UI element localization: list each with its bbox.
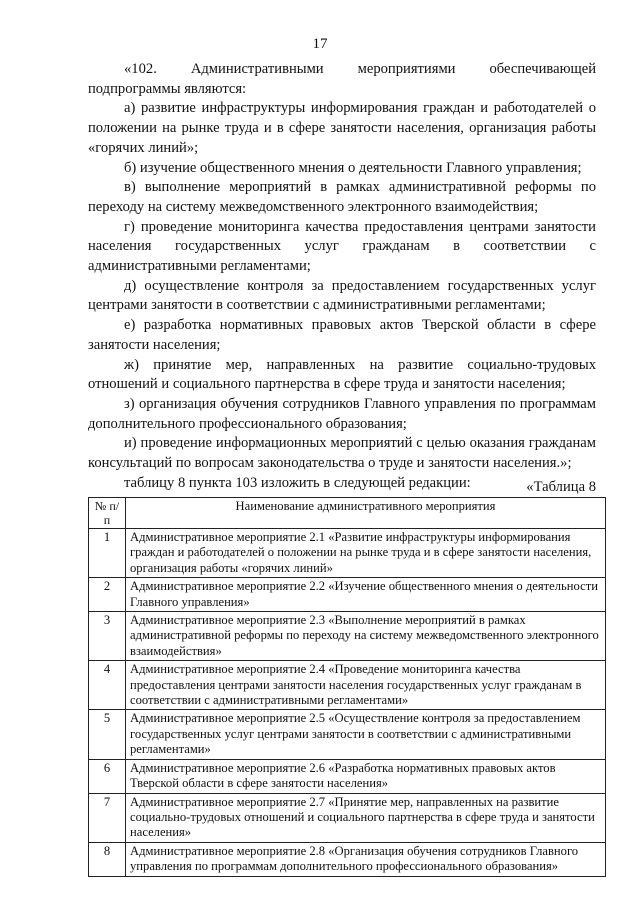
row-number: 1 <box>89 529 126 578</box>
row-number: 3 <box>89 612 126 661</box>
table-row <box>89 793 606 842</box>
row-number: 4 <box>89 661 126 710</box>
row-number: 2 <box>89 578 126 612</box>
row-number: 5 <box>89 710 126 759</box>
paragraph-item-i: и) проведение информационных мероприятий с целью оказания гражданам консультаций по вопросам законодательства о труде и занятости населения.»; <box>88 435 596 472</box>
paragraph-intro: «102. Административными мероприятиями обеспечивающей подпрограммы являются: <box>88 61 596 97</box>
paragraph-item-zh: ж) принятие мер, направленных на развитие социально-трудовых отношений и социального партнерства в сфере труда и занятости населения; <box>88 356 596 393</box>
table-row <box>89 529 606 578</box>
row-name: Административное мероприятие 2.6 «Разработка нормативных правовых актов Тверской области в сфере занятости населения» <box>126 759 606 793</box>
row-name: Административное мероприятие 2.3 «Выполнение мероприятий в рамках административной реформы по переходу на систему межведомственного электронного взаимодействия» <box>126 612 606 661</box>
page-number: 17 <box>312 36 328 52</box>
row-name: Административное мероприятие 2.5 «Осуществление контроля за предоставлением государственных услуг центрами занятости в соответствии с административными регламентами» <box>126 710 606 759</box>
row-number: 6 <box>89 759 126 793</box>
table-row <box>89 842 606 876</box>
paragraph-item-b: б) изучение общественного мнения о деятельности Главного управления; <box>124 159 582 176</box>
row-name: Административное мероприятие 2.4 «Проведение мониторинга качества предоставления центрами занятости населения государственных услуг гражданам в соответствии с административными регламентами» <box>126 661 606 710</box>
paragraph-item-a: а) развитие инфраструктуры информирования граждан и работодателей о положении на рынке труда и в сфере занятости населения, организация работы «горячих линий»; <box>88 100 596 156</box>
row-number: 7 <box>89 793 126 842</box>
table-row <box>89 710 606 759</box>
table-row <box>89 612 606 661</box>
table-row <box>89 661 606 710</box>
table-row <box>89 759 606 793</box>
row-name: Административное мероприятие 2.2 «Изучение общественного мнения о деятельности Главного управления» <box>126 578 606 612</box>
table-header-row <box>89 498 606 529</box>
column-header-name: Наименование административного мероприятия <box>126 498 606 529</box>
paragraph-table-instruction: таблицу 8 пункта 103 изложить в следующей редакции: <box>124 474 471 491</box>
measures-table <box>88 497 606 877</box>
column-header-number: № п/п <box>89 498 126 529</box>
paragraph-item-e: е) разработка нормативных правовых актов Тверской области в сфере занятости населения; <box>88 317 596 353</box>
paragraph-item-d: д) осуществление контроля за предоставлением государственных услуг центрами занятости в соответствии с административными регламентами; <box>88 277 596 314</box>
row-name: Административное мероприятие 2.1 «Развитие инфраструктуры информирования граждан и работодателей о положении на рынке труда и в сфере занятости населения, организация работы «горячих линий» <box>126 529 606 578</box>
row-number: 8 <box>89 842 126 876</box>
document-body <box>88 60 596 493</box>
table-caption: «Таблица 8 <box>526 479 596 495</box>
table-row <box>89 578 606 612</box>
paragraph-item-v: в) выполнение мероприятий в рамках административной реформы по переходу на систему межведомственного электронного взаимодействия; <box>88 179 596 215</box>
row-name: Административное мероприятие 2.7 «Принятие мер, направленных на развитие социально-трудовых отношений и социального партнерства в сфере труда и занятости населения» <box>126 793 606 842</box>
paragraph-item-g: г) проведение мониторинга качества предоставления центрами занятости населения государственных услуг гражданам в соответствии с административными регламентами; <box>88 218 596 275</box>
row-name: Административное мероприятие 2.8 «Организация обучения сотрудников Главного управления по программам дополнительного профессионального образования» <box>126 842 606 876</box>
paragraph-item-z: з) организация обучения сотрудников Главного управления по программам дополнительного профессионального образования; <box>88 395 596 432</box>
